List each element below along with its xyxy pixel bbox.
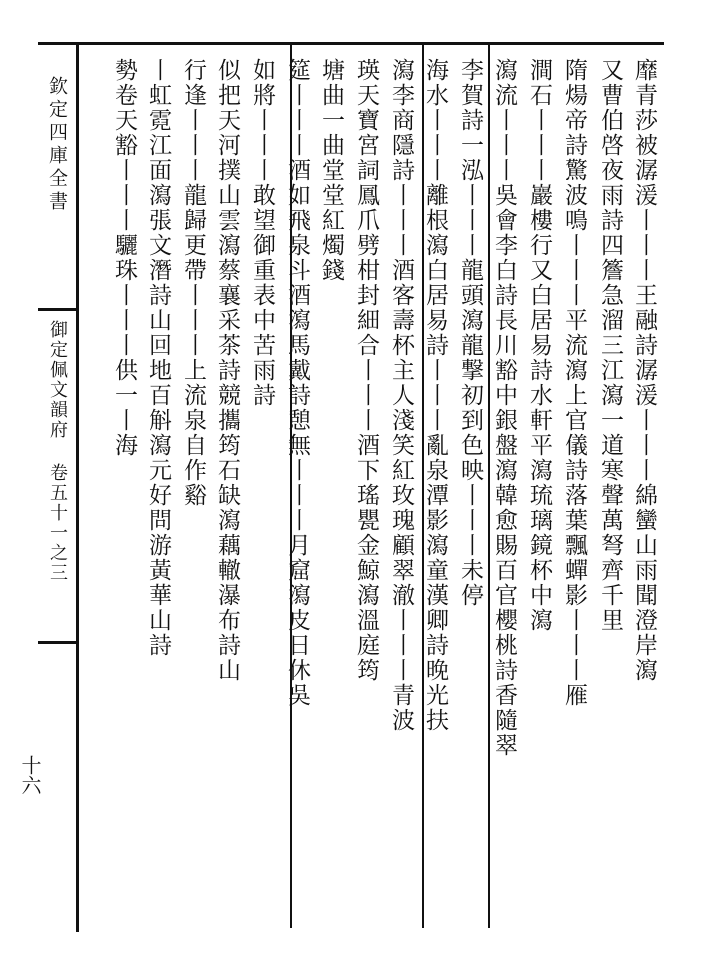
text-column-4: 澗石丨丨丨巖樓行又白居易詩水軒平瀉琉璃鏡杯中瀉	[526, 58, 552, 633]
section-title: 御定佩文韻府 卷五十一之三	[47, 320, 68, 583]
text-column-13: 似把天河撲山雲瀉蔡襄采茶詩競攜筠石缺瀉藕轍瀑布詩山	[214, 58, 240, 683]
text-column-7: 海水丨丨丨離根瀉白居易詩丨丨丨亂泉潭影瀉童漢卿詩晚光扶	[422, 58, 448, 733]
text-column-14: 行逢丨丨丨龍歸更帶丨丨丨上流泉自作谿	[180, 58, 206, 508]
margin-rule	[76, 42, 79, 932]
text-column-9: 瑛天寶宮詞鳳爪劈柑封細合丨丨丨酒下瑤甖金鯨瀉溫庭筠	[353, 58, 379, 683]
text-column-10: 塘曲一曲堂堂紅燭錢	[318, 58, 344, 283]
text-column-1: 靡青莎被潺湲丨丨丨王融詩潺湲丨丨丨綿蠻山雨聞澄岸瀉	[631, 58, 657, 683]
text-column-11: 筵丨丨丨酒如飛泉斗酒瀉馬戴詩憩無丨丨丨月窟瀉皮日休吳	[284, 58, 310, 708]
folio-number: 十六	[18, 755, 42, 795]
column-divider	[488, 42, 490, 928]
text-column-8: 瀉李商隱詩丨丨丨酒客壽杯主人淺笑紅玫瑰顧翠澈丨丨丨青波	[388, 58, 414, 733]
text-column-2: 又曹伯啓夜雨詩四簷急溜三江瀉一道寒聲萬弩齊千里	[597, 58, 623, 633]
book-title: 欽定四庫全書	[46, 76, 68, 214]
text-column-15: 丨虹霓江面瀉張文潛詩山回地百斛瀉元好問游黃華山詩	[145, 58, 171, 658]
text-column-12: 如將丨丨丨敢望御重表中苦雨詩	[249, 58, 275, 408]
text-column-3: 隋煬帝詩驚波鳴丨丨丨平流瀉上官儀詩落葉飄蟬影丨丨丨雁	[561, 58, 587, 708]
text-column-16: 勢卷天豁丨丨丨驪珠丨丨丨供一丨海	[111, 58, 137, 458]
text-column-5: 瀉流丨丨丨吳會李白詩長川豁中銀盤瀉韓愈賜百官櫻桃詩香隨翠	[491, 58, 517, 758]
top-border	[38, 42, 664, 45]
text-column-6: 李賀詩一泓丨丨丨龍頭瀉龍撃初到色映丨丨丨未停	[457, 58, 483, 608]
